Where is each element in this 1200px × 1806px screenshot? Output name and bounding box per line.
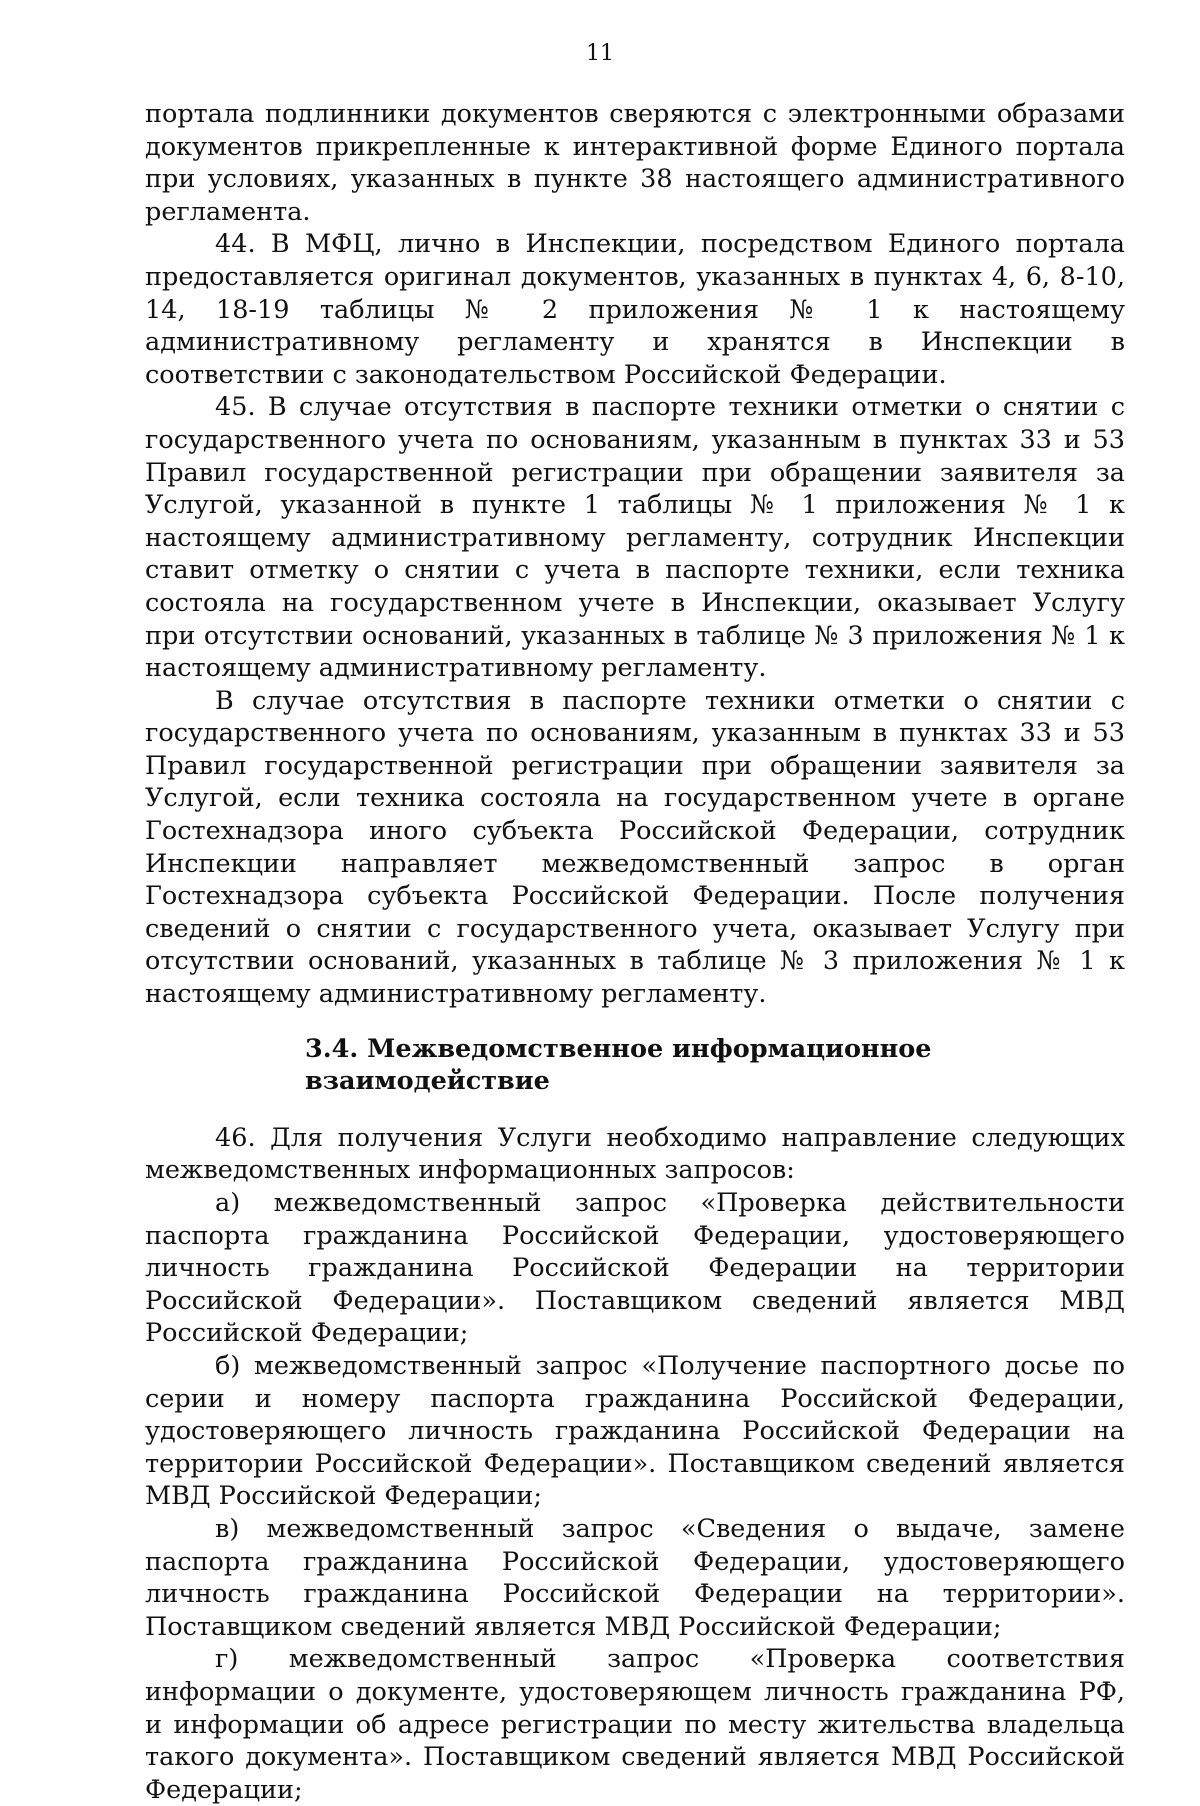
paragraph-45: 45. В случае отсутствия в паспорте техники отметки о снятии с государственного учета по основаниям, указанным в пунктах 33 и 53 Правил государственной регистрации при обращении заявителя за Услугой, указанной в пункте 1 таблицы № 1 приложения № 1 к настоящему административному регламенту, сотрудник Инспекции ставит отметку о снятии с учета в паспорте техники, если техника состояла на государственном учете в Инспекции, оказывает Услугу при отсутствии оснований, указанных в таблице № 3 приложения № 1 к настоящему административному регламенту. bbox=[145, 392, 1125, 684]
list-item-v: в) межведомственный запрос «Сведения о выдаче, замене паспорта гражданина Российской Федерации, удостоверяющего личность гражданина Российской Федерации на территории». Поставщиком сведений является МВД Российской Федерации; bbox=[145, 1513, 1125, 1642]
list-item-a: а) межведомственный запрос «Проверка действительности паспорта гражданина Российской Федерации, удостоверяющего личность гражданина Российской Федерации на территории Российской Федерации». Поставщиком сведений является МВД Российской Федерации; bbox=[145, 1188, 1125, 1349]
paragraph-46: 46. Для получения Услуги необходимо направление следующих межведомственных информационных запросов: bbox=[145, 1122, 1125, 1186]
section-heading: 3.4. Межведомственное информационное взаимодействие bbox=[305, 1033, 932, 1097]
paragraph-44: 44. В МФЦ, лично в Инспекции, посредством Единого портала предоставляется оригинал документов, указанных в пунктах 4, 6, 8-10, 14, 18-19 таблицы № 2 приложения № 1 к настоящему административному регламенту и хранятся в Инспекции в соответствии с законодательством Российской Федерации. bbox=[145, 229, 1125, 390]
page-number: 11 bbox=[586, 41, 614, 66]
document-body bbox=[145, 98, 1125, 1806]
paragraph-continuation: портала подлинники документов сверяются с электронными образами документов прикрепленные к интерактивной форме Единого портала при условиях, указанных в пункте 38 настоящего административного регламента. bbox=[145, 99, 1125, 227]
list-item-b: б) межведомственный запрос «Получение паспортного досье по серии и номеру паспорта гражданина Российской Федерации, удостоверяющего личность гражданина Российской Федерации на территории Российской Федерации». Поставщиком сведений является МВД Российской Федерации; bbox=[145, 1350, 1125, 1512]
paragraph-45-continued: В случае отсутствия в паспорте техники отметки о снятии с государственного учета по основаниям, указанным в пунктах 33 и 53 Правил государственной регистрации при обращении заявителя за Услугой, если техника состояла на государственном учете в органе Гостехнадзора иного субъекта Российской Федерации, сотрудник Инспекции направляет межведомственный запрос в орган Гостехнадзора субъекта Российской Федерации. После получения сведений о снятии с государственного учета, оказывает Услугу при отсутствии оснований, указанных в таблице № 3 приложения № 1 к настоящему административному регламенту. bbox=[145, 685, 1125, 1010]
list-item-g: г) межведомственный запрос «Проверка соответствия информации о документе, удостоверяющем личность гражданина РФ, и информации об адресе регистрации по месту жительства владельца такого документа». Поставщиком сведений является МВД Российской Федерации; bbox=[145, 1644, 1125, 1805]
